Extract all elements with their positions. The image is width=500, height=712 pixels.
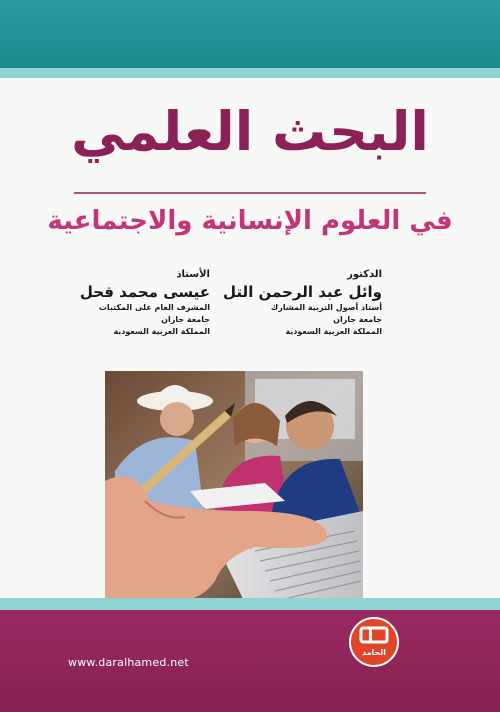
logo-text: الحامد	[361, 648, 387, 657]
author-position: المشرف العام على المكتبات	[98, 303, 210, 312]
author-primary	[222, 268, 382, 338]
publisher-website: www.daralhamed.net	[68, 656, 189, 669]
book-subtitle: في العلوم الإنسانية والاجتماعية	[47, 206, 453, 236]
cover-photo-illustration	[105, 371, 363, 603]
author-university: جامعة جازان	[333, 315, 382, 324]
author-secondary	[60, 268, 210, 338]
bottom-accent-stripe	[0, 598, 500, 610]
author-name: عيسى محمد قحل	[79, 283, 210, 301]
author-country: المملكة العربية السعودية	[285, 327, 382, 336]
author-country: المملكة العربية السعودية	[113, 327, 210, 336]
author-university: جامعة جازان	[161, 315, 210, 324]
author-title: الدكتور	[347, 269, 382, 280]
publisher-logo-icon	[349, 617, 399, 667]
book-title: البحث العلمي	[71, 100, 429, 163]
cover-photo	[105, 371, 363, 603]
author-position: أستاذ أصول التربية المشارك	[270, 303, 382, 312]
author-name: وائل عبد الرحمن التل	[223, 283, 382, 301]
title-divider	[74, 192, 426, 194]
top-color-band	[0, 0, 500, 68]
top-accent-stripe	[0, 68, 500, 78]
author-title: الأستاذ	[176, 269, 210, 280]
